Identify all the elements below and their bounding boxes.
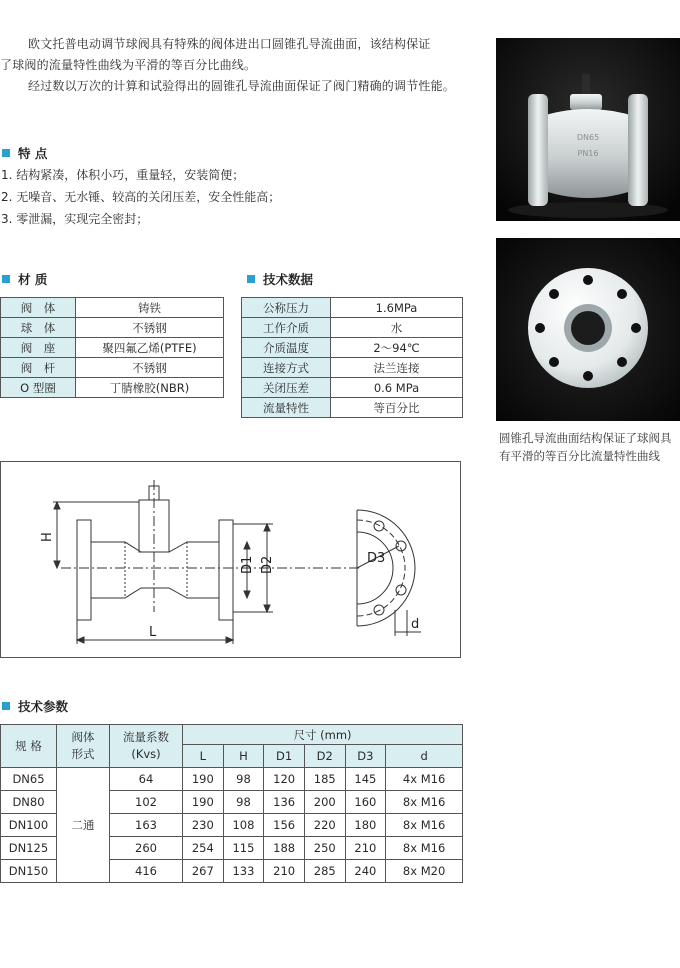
- valve-side-illustration: [496, 38, 680, 221]
- techdata-value: 等百分比: [331, 398, 463, 418]
- caption-line-2: 有平滑的等百分比流量特性曲线: [499, 449, 660, 463]
- table-header-row: [1, 725, 463, 745]
- cell-d3: 160: [345, 791, 386, 814]
- section-square-icon: [2, 275, 10, 283]
- params-title: 技术参数: [18, 699, 69, 714]
- features-title: 特 点: [18, 146, 48, 161]
- cell-d: 4x M16: [386, 768, 463, 791]
- dimension-label-h: H: [40, 532, 55, 542]
- material-key: 阀 座: [1, 338, 76, 358]
- header-col-d3: D3: [345, 745, 386, 768]
- techdata-value: 1.6MPa: [331, 298, 463, 318]
- materials-heading: [2, 270, 47, 288]
- cell-d1: 188: [264, 837, 305, 860]
- cell-d3: 240: [345, 860, 386, 883]
- section-square-icon: [2, 702, 10, 710]
- dimension-label-d2: D2: [260, 555, 275, 574]
- material-key: 阀 杆: [1, 358, 76, 378]
- table-row: [1, 318, 224, 338]
- dimension-label-d3: D3: [367, 551, 386, 566]
- table-row: [242, 398, 463, 418]
- cell-h: 98: [223, 768, 264, 791]
- material-value: 不锈钢: [76, 318, 224, 338]
- material-key: 阀 体: [1, 298, 76, 318]
- material-value: 铸铁: [76, 298, 224, 318]
- table-row: [1, 298, 224, 318]
- cell-d3: 145: [345, 768, 386, 791]
- header-body-type-1: 阀体: [71, 730, 95, 744]
- header-col-d: d: [386, 745, 463, 768]
- valve-dimension-svg: [1, 462, 460, 657]
- material-key: O 型圈: [1, 378, 76, 398]
- cell-spec: DN65: [1, 768, 57, 791]
- cell-d2: 185: [304, 768, 345, 791]
- techdata-value: 2～94℃: [331, 338, 463, 358]
- cell-d1: 210: [264, 860, 305, 883]
- feature-item-3: 3. 零泄漏，实现完全密封；: [1, 212, 149, 226]
- cell-spec: DN80: [1, 791, 57, 814]
- cell-kvs: 416: [110, 860, 183, 883]
- dimension-label-d1: D1: [240, 555, 255, 574]
- table-row: [1, 378, 224, 398]
- table-row: [242, 318, 463, 338]
- cell-d3: 180: [345, 814, 386, 837]
- materials-title: 材 质: [18, 272, 48, 287]
- header-flow-2: (Kvs): [131, 747, 161, 761]
- cell-d2: 250: [304, 837, 345, 860]
- cell-h: 133: [223, 860, 264, 883]
- techdata-key: 连接方式: [242, 358, 331, 378]
- techdata-heading: [247, 270, 313, 288]
- cell-d1: 120: [264, 768, 305, 791]
- cell-d2: 220: [304, 814, 345, 837]
- cell-spec: DN100: [1, 814, 57, 837]
- techdata-key: 流量特性: [242, 398, 331, 418]
- header-flow: [110, 725, 183, 768]
- params-table: [0, 724, 463, 883]
- cell-d: 8x M16: [386, 791, 463, 814]
- cell-h: 98: [223, 791, 264, 814]
- header-flow-1: 流量系数: [123, 730, 169, 744]
- dimension-label-d: d: [411, 617, 420, 632]
- cell-l: 190: [183, 768, 224, 791]
- techdata-key: 公称压力: [242, 298, 331, 318]
- header-body-type-2: 形式: [71, 747, 95, 761]
- cell-d1: 136: [264, 791, 305, 814]
- cell-kvs: 64: [110, 768, 183, 791]
- material-value: 丁腈橡胶(NBR): [76, 378, 224, 398]
- material-key: 球 体: [1, 318, 76, 338]
- techdata-key: 介质温度: [242, 338, 331, 358]
- table-row: [242, 358, 463, 378]
- techdata-key: 关闭压差: [242, 378, 331, 398]
- techdata-title: 技术数据: [263, 272, 314, 287]
- cell-d1: 156: [264, 814, 305, 837]
- techdata-key: 工作介质: [242, 318, 331, 338]
- photo-caption: [499, 429, 672, 465]
- header-col-d2: D2: [304, 745, 345, 768]
- cell-d: 8x M16: [386, 837, 463, 860]
- valve-side-photo: [496, 38, 680, 221]
- cell-l: 267: [183, 860, 224, 883]
- header-col-l: L: [183, 745, 224, 768]
- feature-item-2: 2. 无噪音、无水锤、较高的关闭压差，安全性能高；: [1, 190, 281, 204]
- material-value: 聚四氟乙烯(PTFE): [76, 338, 224, 358]
- valve-front-photo: [496, 238, 680, 421]
- material-value: 不锈钢: [76, 358, 224, 378]
- params-heading: [2, 697, 68, 715]
- dimension-label-l: L: [149, 625, 157, 640]
- intro-line-1: 欧文托普电动调节球阀具有特殊的阀体进出口圆锥孔导流曲面，该结构保证: [28, 37, 431, 51]
- cell-l: 230: [183, 814, 224, 837]
- cell-kvs: 102: [110, 791, 183, 814]
- cell-kvs: 163: [110, 814, 183, 837]
- techdata-value: 0.6 MPa: [331, 378, 463, 398]
- header-col-h: H: [223, 745, 264, 768]
- cell-body-type: 二通: [57, 768, 110, 883]
- table-row: [1, 768, 463, 791]
- intro-line-2: 了球阀的流量特性曲线为平滑的等百分比曲线。: [0, 58, 257, 72]
- header-col-d1: D1: [264, 745, 305, 768]
- cell-spec: DN150: [1, 860, 57, 883]
- intro-paragraph: [0, 34, 478, 97]
- caption-line-1: 圆锥孔导流曲面结构保证了球阀具: [499, 431, 672, 445]
- dimension-drawing: [0, 461, 461, 658]
- cell-d2: 200: [304, 791, 345, 814]
- header-body-type: [57, 725, 110, 768]
- cell-kvs: 260: [110, 837, 183, 860]
- table-row: [1, 358, 224, 378]
- feature-item-1: 1. 结构紧凑，体积小巧，重量轻，安装简便；: [1, 168, 245, 182]
- cell-d: 8x M20: [386, 860, 463, 883]
- techdata-table: [241, 297, 463, 418]
- cell-d: 8x M16: [386, 814, 463, 837]
- cell-d2: 285: [304, 860, 345, 883]
- cell-l: 190: [183, 791, 224, 814]
- valve-body-label: PN16: [577, 149, 599, 158]
- table-row: [242, 298, 463, 318]
- cell-d3: 210: [345, 837, 386, 860]
- cell-l: 254: [183, 837, 224, 860]
- cell-h: 108: [223, 814, 264, 837]
- section-square-icon: [247, 275, 255, 283]
- section-square-icon: [2, 149, 10, 157]
- materials-table: [0, 297, 224, 398]
- techdata-value: 法兰连接: [331, 358, 463, 378]
- techdata-value: 水: [331, 318, 463, 338]
- valve-body-label: DN65: [576, 133, 600, 142]
- features-list: [1, 164, 280, 230]
- table-row: [242, 338, 463, 358]
- table-row: [1, 338, 224, 358]
- cell-h: 115: [223, 837, 264, 860]
- table-row: [242, 378, 463, 398]
- header-spec: 规 格: [1, 725, 57, 768]
- intro-line-3: 经过数以万次的计算和试验得出的圆锥孔导流曲面保证了阀门精确的调节性能。: [28, 79, 456, 93]
- features-heading: [2, 144, 47, 162]
- valve-front-illustration: [496, 238, 680, 421]
- header-size: 尺寸 (mm): [183, 725, 463, 745]
- cell-spec: DN125: [1, 837, 57, 860]
